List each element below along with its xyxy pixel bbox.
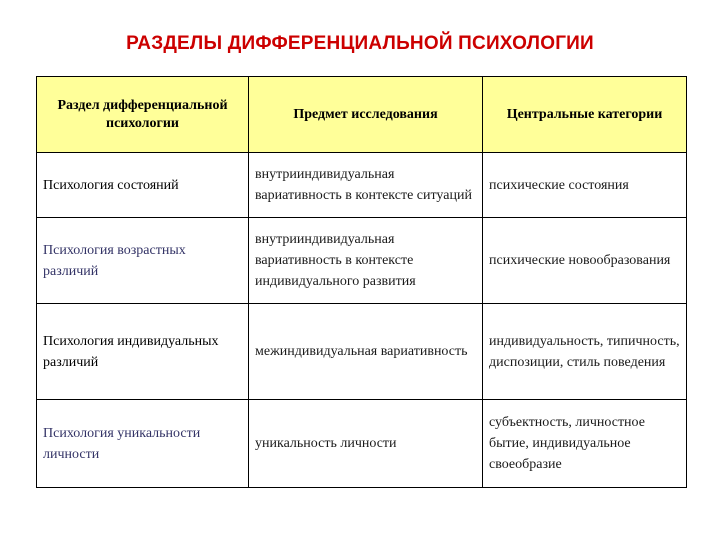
subject-cell: внутрииндивидуальная вариативность в контексте ситуаций <box>249 153 483 218</box>
table-row <box>37 304 687 400</box>
categories-cell: субъектность, личностное бытие, индивидуальное своеобразие <box>483 400 687 488</box>
table-header-row <box>37 77 687 153</box>
subject-cell: внутрииндивидуальная вариативность в контексте индивидуального развития <box>249 218 483 304</box>
categories-cell: психические новообразования <box>483 218 687 304</box>
header-categories: Центральные категории <box>483 77 687 153</box>
categories-cell: психические состояния <box>483 153 687 218</box>
table-row <box>37 218 687 304</box>
section-cell: Психология уникальности личности <box>37 400 249 488</box>
subject-cell: межиндивидуальная вариативность <box>249 304 483 400</box>
header-subject: Предмет исследования <box>249 77 483 153</box>
section-cell: Психология возрастных различий <box>37 218 249 304</box>
psychology-sections-table <box>36 76 687 488</box>
table-row <box>37 153 687 218</box>
subject-cell: уникальность личности <box>249 400 483 488</box>
header-section: Раздел дифференциальной психологии <box>37 77 249 153</box>
page-title: РАЗДЕЛЫ ДИФФЕРЕНЦИАЛЬНОЙ ПСИХОЛОГИИ <box>126 33 594 54</box>
categories-cell: индивидуальность, типичность, диспозиции, стиль поведения <box>483 304 687 400</box>
section-cell: Психология состояний <box>37 153 249 218</box>
section-cell: Психология индивидуальных различий <box>37 304 249 400</box>
table-row <box>37 400 687 488</box>
